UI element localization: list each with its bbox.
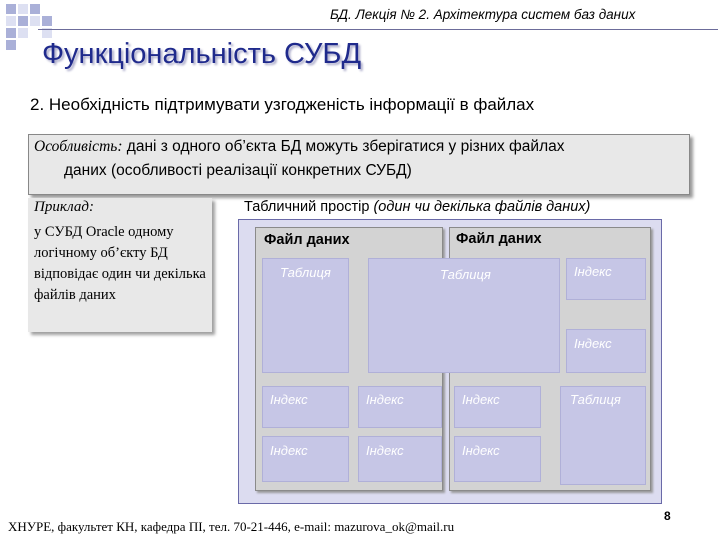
segment-table-1-label: Таблиця [280,265,331,280]
page-number: 8 [664,509,671,523]
data-file-2-label: Файл даних [456,231,542,247]
point-text: 2. Необхідність підтримувати узгодженість інформації в файлах [30,95,535,114]
segment-index-3-label: Індекс [270,392,308,407]
course-header: БД. Лекція № 2. Архітектура систем баз даних [330,7,636,22]
footer-contact: ХНУРЕ, факультет КН, кафедра ПІ, тел. 70-21-446, e-mail: mazurova_ok@mail.ru [8,519,455,534]
slide-title: Функціональність СУБД [42,38,362,70]
tablespace-title [244,199,590,215]
feature-line-1 [34,138,565,156]
example-label: Приклад: [34,199,94,215]
segment-index-7-label: Індекс [366,443,404,458]
tablespace-label: Табличний простір [244,199,370,215]
feature-text-1: дані з одного об’єкта БД можуть зберігатися у різних файлах [122,138,565,155]
segment-table-2-label: Таблиця [440,267,491,282]
segment-index-6-label: Індекс [270,443,308,458]
header-divider [38,29,718,30]
feature-label: Особливість: [34,138,123,155]
segment-index-8-label: Індекс [462,443,500,458]
example-text: у СУБД Oracle одному логічному об’єкту БД відповідає один чи декілька файлів даних [34,224,206,303]
tablespace-note: (один чи декілька файлів даних) [369,199,591,215]
segment-index-2-label: Індекс [574,336,612,351]
data-file-1-label: Файл даних [264,232,350,248]
segment-index-5-label: Індекс [462,392,500,407]
segment-table-3-label: Таблиця [570,392,621,407]
segment-index-1-label: Індекс [574,264,612,279]
segment-index-4-label: Індекс [366,392,404,407]
feature-text-2: даних (особливості реалізації конкретних СУБД) [64,162,412,179]
